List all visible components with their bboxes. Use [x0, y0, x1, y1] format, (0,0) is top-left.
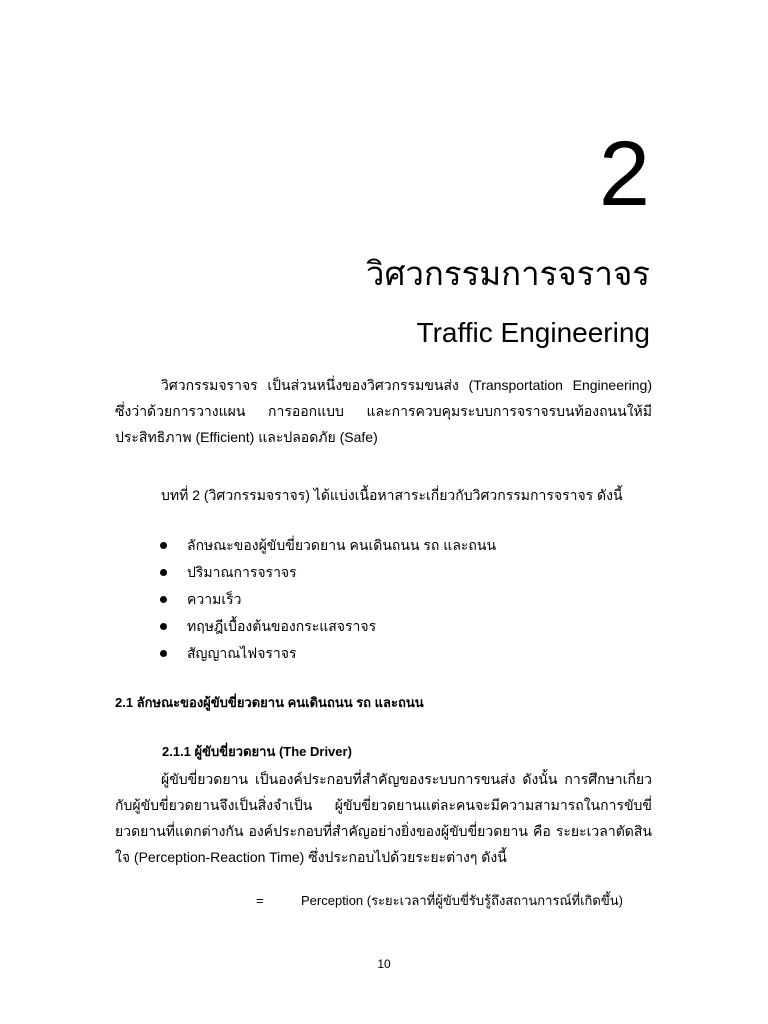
topic-list: [160, 532, 496, 667]
chapter-title-english: Traffic Engineering: [416, 317, 650, 348]
list-item-text: ทฤษฎีเบื้องต้นของกระแสจราจร: [187, 618, 377, 634]
list-item-text: สัญญาณไฟจราจร: [187, 645, 297, 661]
chapter-title-thai: วิศวกรรมการจราจร: [365, 255, 650, 292]
bullet-icon: [160, 569, 167, 576]
list-item: [160, 613, 496, 640]
section-heading: 2.1 ลักษณะของผู้ขับขี่ยวดยาน คนเดินถนน รถ และถนน: [115, 695, 424, 710]
list-item: [160, 559, 496, 586]
list-item-text: ลักษณะของผู้ขับขี่ยวดยาน คนเดินถนน รถ และถนน: [187, 537, 497, 553]
list-item-text: ความเร็ว: [187, 591, 242, 607]
chapter-number: 2: [598, 123, 650, 225]
bullet-icon: [160, 623, 167, 630]
intro-paragraph: วิศวกรรมจราจร เป็นส่วนหนึ่งของวิศวกรรมขนส่ง (Transportation Engineering) ซึ่งว่าด้วยการวางแผน การออกแบบ และการควบคุมระบบการจราจรบนท้องถนนให้มีประสิทธิภาพ (Efficient) และปลอดภัย (Safe): [115, 377, 652, 445]
subsection-heading: 2.1.1 ผู้ขับขี่ยวดยาน (The Driver): [162, 744, 352, 759]
list-item: [160, 532, 496, 559]
bullet-icon: [160, 650, 167, 657]
list-item: [160, 640, 496, 667]
contents-intro: บทที่ 2 (วิศวกรรมจราจร) ได้แบ่งเนื้อหาสาระเกี่ยวกับวิศวกรรมการจราจร ดังนี้: [161, 487, 623, 503]
equation-text: Perception (ระยะเวลาที่ผู้ขับขี่รับรู้ถึงสถานการณ์ที่เกิดขึ้น): [301, 893, 623, 908]
bullet-icon: [160, 542, 167, 549]
driver-paragraph: ผู้ขับขี่ยวดยาน เป็นองค์ประกอบที่สำคัญของระบบการขนส่ง ดังนั้น การศึกษาเกี่ยวกับผู้ขับขี่ยวดยานจึงเป็นสิ่งจำเป็น ผู้ขับขี่ยวดยานแต่ละคนจะมีความสามารถในการขับขี่ยวดยานที่แตกต่างกัน องค์ประกอบที่สำคัญอย่างยิ่งของผู้ขับขี่ยวดยาน คือ ระยะเวลาตัดสินใจ (Perception-Reaction Time) ซึ่งประกอบไปด้วยระยะต่างๆ ดังนี้: [115, 771, 652, 865]
page-number: 10: [377, 957, 391, 971]
bullet-icon: [160, 596, 167, 603]
list-item: [160, 586, 496, 613]
list-item-text: ปริมาณการจราจร: [187, 564, 297, 580]
equation-symbol: =: [256, 893, 264, 908]
